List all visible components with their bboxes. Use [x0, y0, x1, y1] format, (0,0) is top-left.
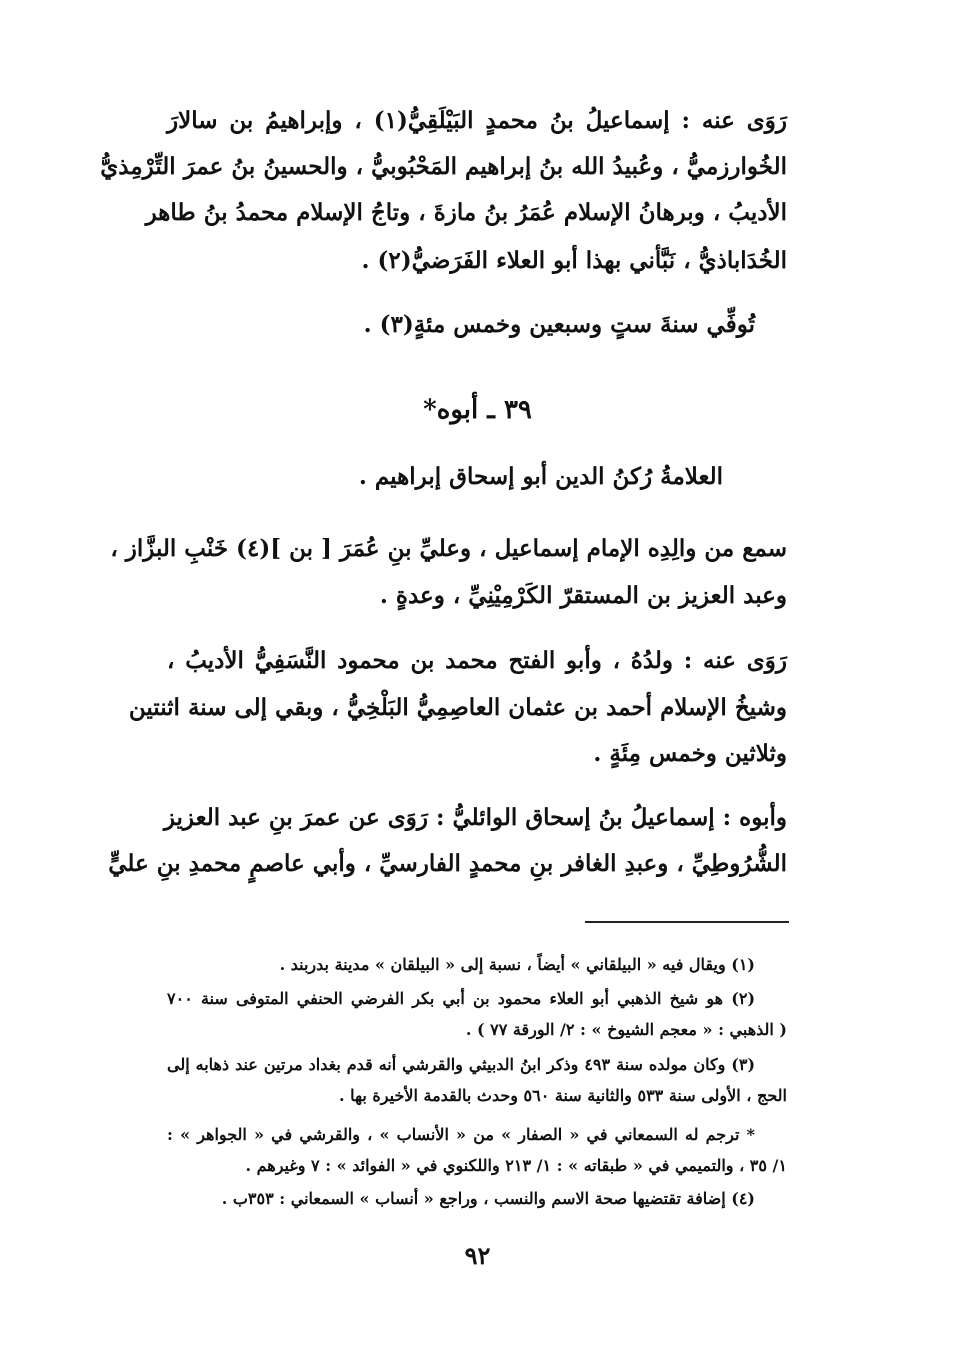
section-heading: ٣٩ ـ أبوه* [423, 395, 532, 425]
body-line: الشُّرُوطِيِّ ، وعبدِ الغافر بنِ محمدٍ الفارسيِّ ، وأبي عاصمٍ محمدِ بنِ عليٍّ [108, 850, 787, 877]
footnote-separator [585, 921, 789, 923]
footnote-line: (١) ويقال فيه « البيلقاني » أيضاً ، نسبة إلى « البيلقان » مدينة بدربند . [279, 955, 755, 974]
footnote-line: (٢) هو شيخ الذهبي أبو العلاء محمود بن أبي بكر الفرضي الحنفي المتوفى سنة ٧٠٠ [167, 989, 756, 1008]
body-line: العلامةُ رُكنُ الدين أبو إسحاق إبراهيم . [358, 463, 723, 490]
body-line: وثلاثين وخمس مِئَةٍ . [593, 740, 787, 767]
page-number: ٩٢ [464, 1241, 491, 1270]
footnote-line: الحج ، الأولى سنة ٥٣٣ والثانية سنة ٥٦٠ وحدث بالقدمة الأخيرة بها . [339, 1086, 787, 1105]
footnote-line: (٣) وكان مولده سنة ٤٩٣ وذكر ابنُ الدبيثي والقرشي أنه قدم بغداد مرتين عند ذهابه إلى [167, 1055, 756, 1074]
body-line: وشيخُ الإسلام أحمد بن عثمان العاصِمِيُّ البَلْخِيُّ ، وبقي إلى سنة اثنتين [128, 694, 787, 721]
body-line: الخُدَاباذيُّ ، نَبَّأني بهذا أبو العلاء الفَرَضيُّ(٢) . [361, 247, 787, 274]
body-line: وعبد العزيز بن المستقرّ الكَرْمِيْنِيِّ ، وعدةٍ . [379, 582, 787, 609]
footnote-line: * ترجم له السمعاني في « الصفار » من « الأنساب » ، والقرشي في « الجواهر » : [167, 1125, 755, 1144]
body-line: الأديبُ ، وبرهانُ الإسلام عُمَرُ بنُ مازةَ ، وتاجُ الإسلام محمدُ بنُ طاهر [145, 199, 787, 226]
body-line: سمع من والِدِه الإمام إسماعيل ، وعليِّ بنِ عُمَرَ [ بن ](٤) خَنْبِ البزَّاز ، [110, 535, 787, 562]
footnote-line: (٤) إضافة تقتضيها صحة الاسم والنسب ، وراجع « أنساب » السمعاني : ٣٥٣ب . [221, 1189, 755, 1208]
body-line: وأبوه : إسماعيلُ بنُ إسحاق الوائليُّ : رَوَى عن عمرَ بنِ عبد العزيز [163, 804, 787, 831]
body-line: الخُوارزميُّ ، وعُبيدُ الله بنُ إبراهيم المَحْبُوبيُّ ، والحسينُ بنُ عمرَ التِّرْمِذيُّ [100, 153, 787, 180]
body-line: رَوَى عنه : إسماعيلُ بنُ محمدٍ البَيْلَقِيُّ(١) ، وإبراهيمُ بن سالارَ [167, 107, 787, 134]
body-line: تُوفِّي سنةَ ستٍ وسبعين وخمس مئةٍ(٣) . [363, 311, 755, 338]
body-line: رَوَى عنه : ولدُهُ ، وأبو الفتح محمد بن محمود النَّسَفِيُّ الأديبُ ، [167, 647, 787, 674]
footnote-line: ( الذهبي : « معجم الشيوخ » : ٢/ الورقة ٧٧ ) . [465, 1020, 787, 1039]
footnote-line: ١/ ٣٥ ، والتميمي في « طبقاته » : ١/ ٢١٣ واللكنوي في « الفوائد » : ٧ وغيرهم . [245, 1156, 787, 1175]
